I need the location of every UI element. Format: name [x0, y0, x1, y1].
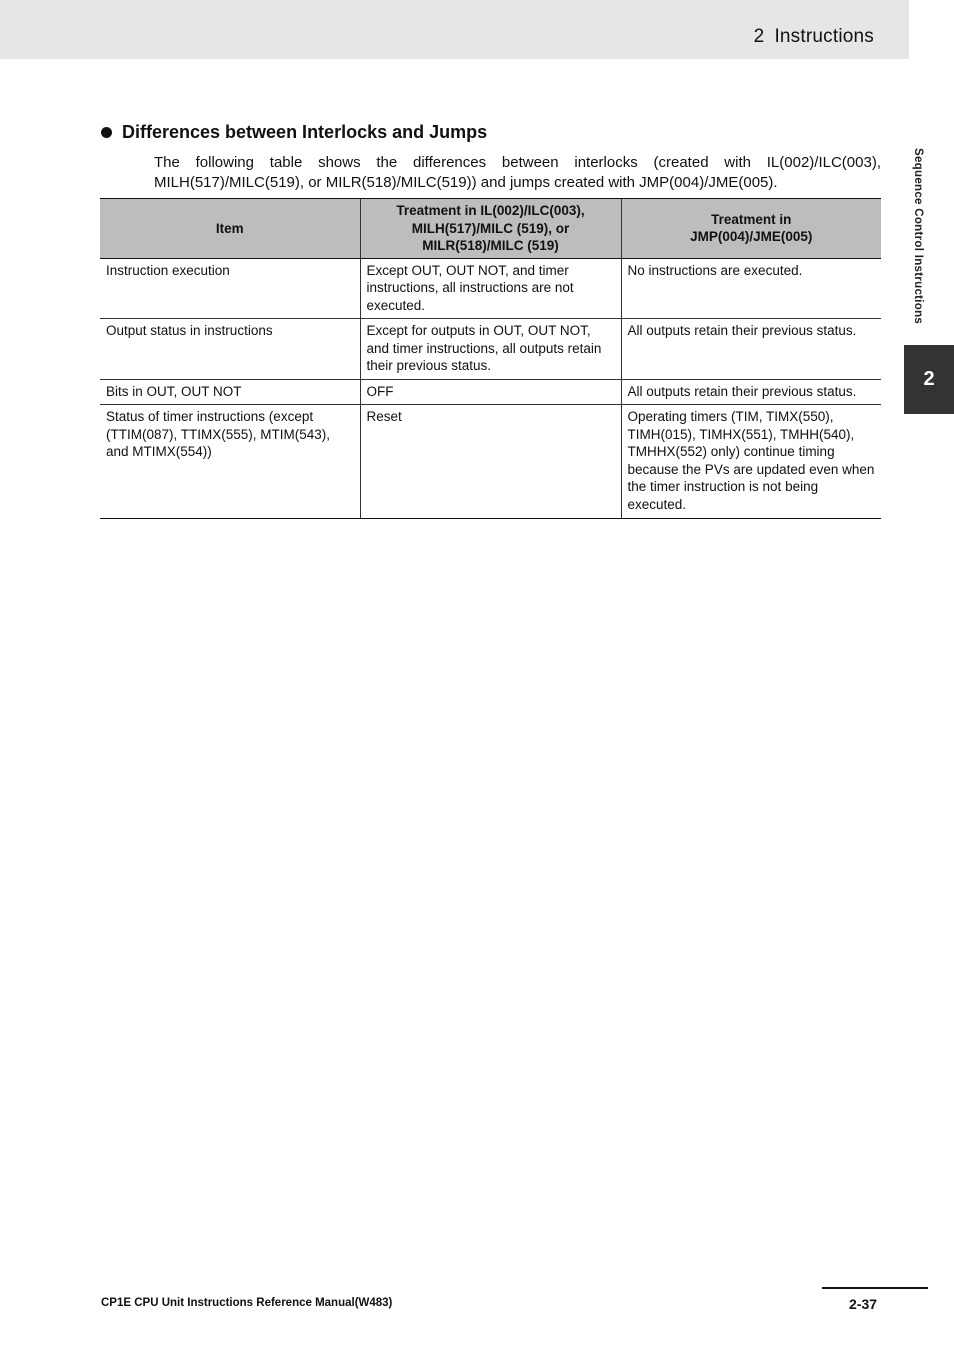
table-row	[100, 379, 881, 405]
differences-table	[100, 198, 881, 519]
section-title: Differences between Interlocks and Jumps	[122, 122, 488, 142]
header-item: Item	[100, 199, 360, 259]
header-jump: Treatment in JMP(004)/JME(005)	[621, 199, 881, 259]
footer-manual-title: CP1E CPU Unit Instructions Reference Manual(W483)	[101, 1297, 393, 1309]
chapter-number: 2	[753, 26, 765, 47]
cell-jump: No instructions are executed.	[621, 258, 881, 319]
cell-interlock: Except OUT, OUT NOT, and timer instructions, all instructions are not executed.	[360, 258, 621, 319]
side-section-label: Sequence Control Instructions	[912, 148, 924, 325]
cell-item: Output status in instructions	[100, 319, 360, 380]
cell-jump: All outputs retain their previous status.	[621, 319, 881, 380]
cell-item: Instruction execution	[100, 258, 360, 319]
table-row	[100, 405, 881, 519]
intro-paragraph: The following table shows the differences between interlocks (created with IL(002)/ILC(003), MILH(517)/MILC(519), or MILR(518)/MILC(519)) and jumps created with JMP(004)/JME(005).	[154, 154, 881, 191]
bullet-icon	[101, 127, 112, 138]
footer-rule	[822, 1287, 928, 1289]
chapter-tab: 2	[904, 345, 954, 414]
table-header-row	[100, 199, 881, 259]
table-row	[100, 319, 881, 380]
chapter-title: Instructions	[774, 26, 874, 47]
cell-item: Bits in OUT, OUT NOT	[100, 379, 360, 405]
cell-jump: Operating timers (TIM, TIMX(550), TIMH(015), TIMHX(551), TMHH(540), TMHHX(552) only) continue timing because the PVs are updated even when the timer instruction is not being executed.	[621, 405, 881, 519]
cell-interlock: Except for outputs in OUT, OUT NOT, and timer instructions, all outputs retain their previous status.	[360, 319, 621, 380]
running-header	[754, 26, 874, 48]
cell-jump: All outputs retain their previous status.	[621, 379, 881, 405]
section-heading	[101, 122, 487, 143]
table-row	[100, 258, 881, 319]
cell-item: Status of timer instructions (except (TTIM(087), TTIMX(555), MTIM(543), and MTIMX(554))	[100, 405, 360, 519]
header-interlock: Treatment in IL(002)/ILC(003), MILH(517)/MILC (519), or MILR(518)/MILC (519)	[360, 199, 621, 259]
page-number: 2-37	[849, 1296, 878, 1312]
cell-interlock: OFF	[360, 379, 621, 405]
cell-interlock: Reset	[360, 405, 621, 519]
